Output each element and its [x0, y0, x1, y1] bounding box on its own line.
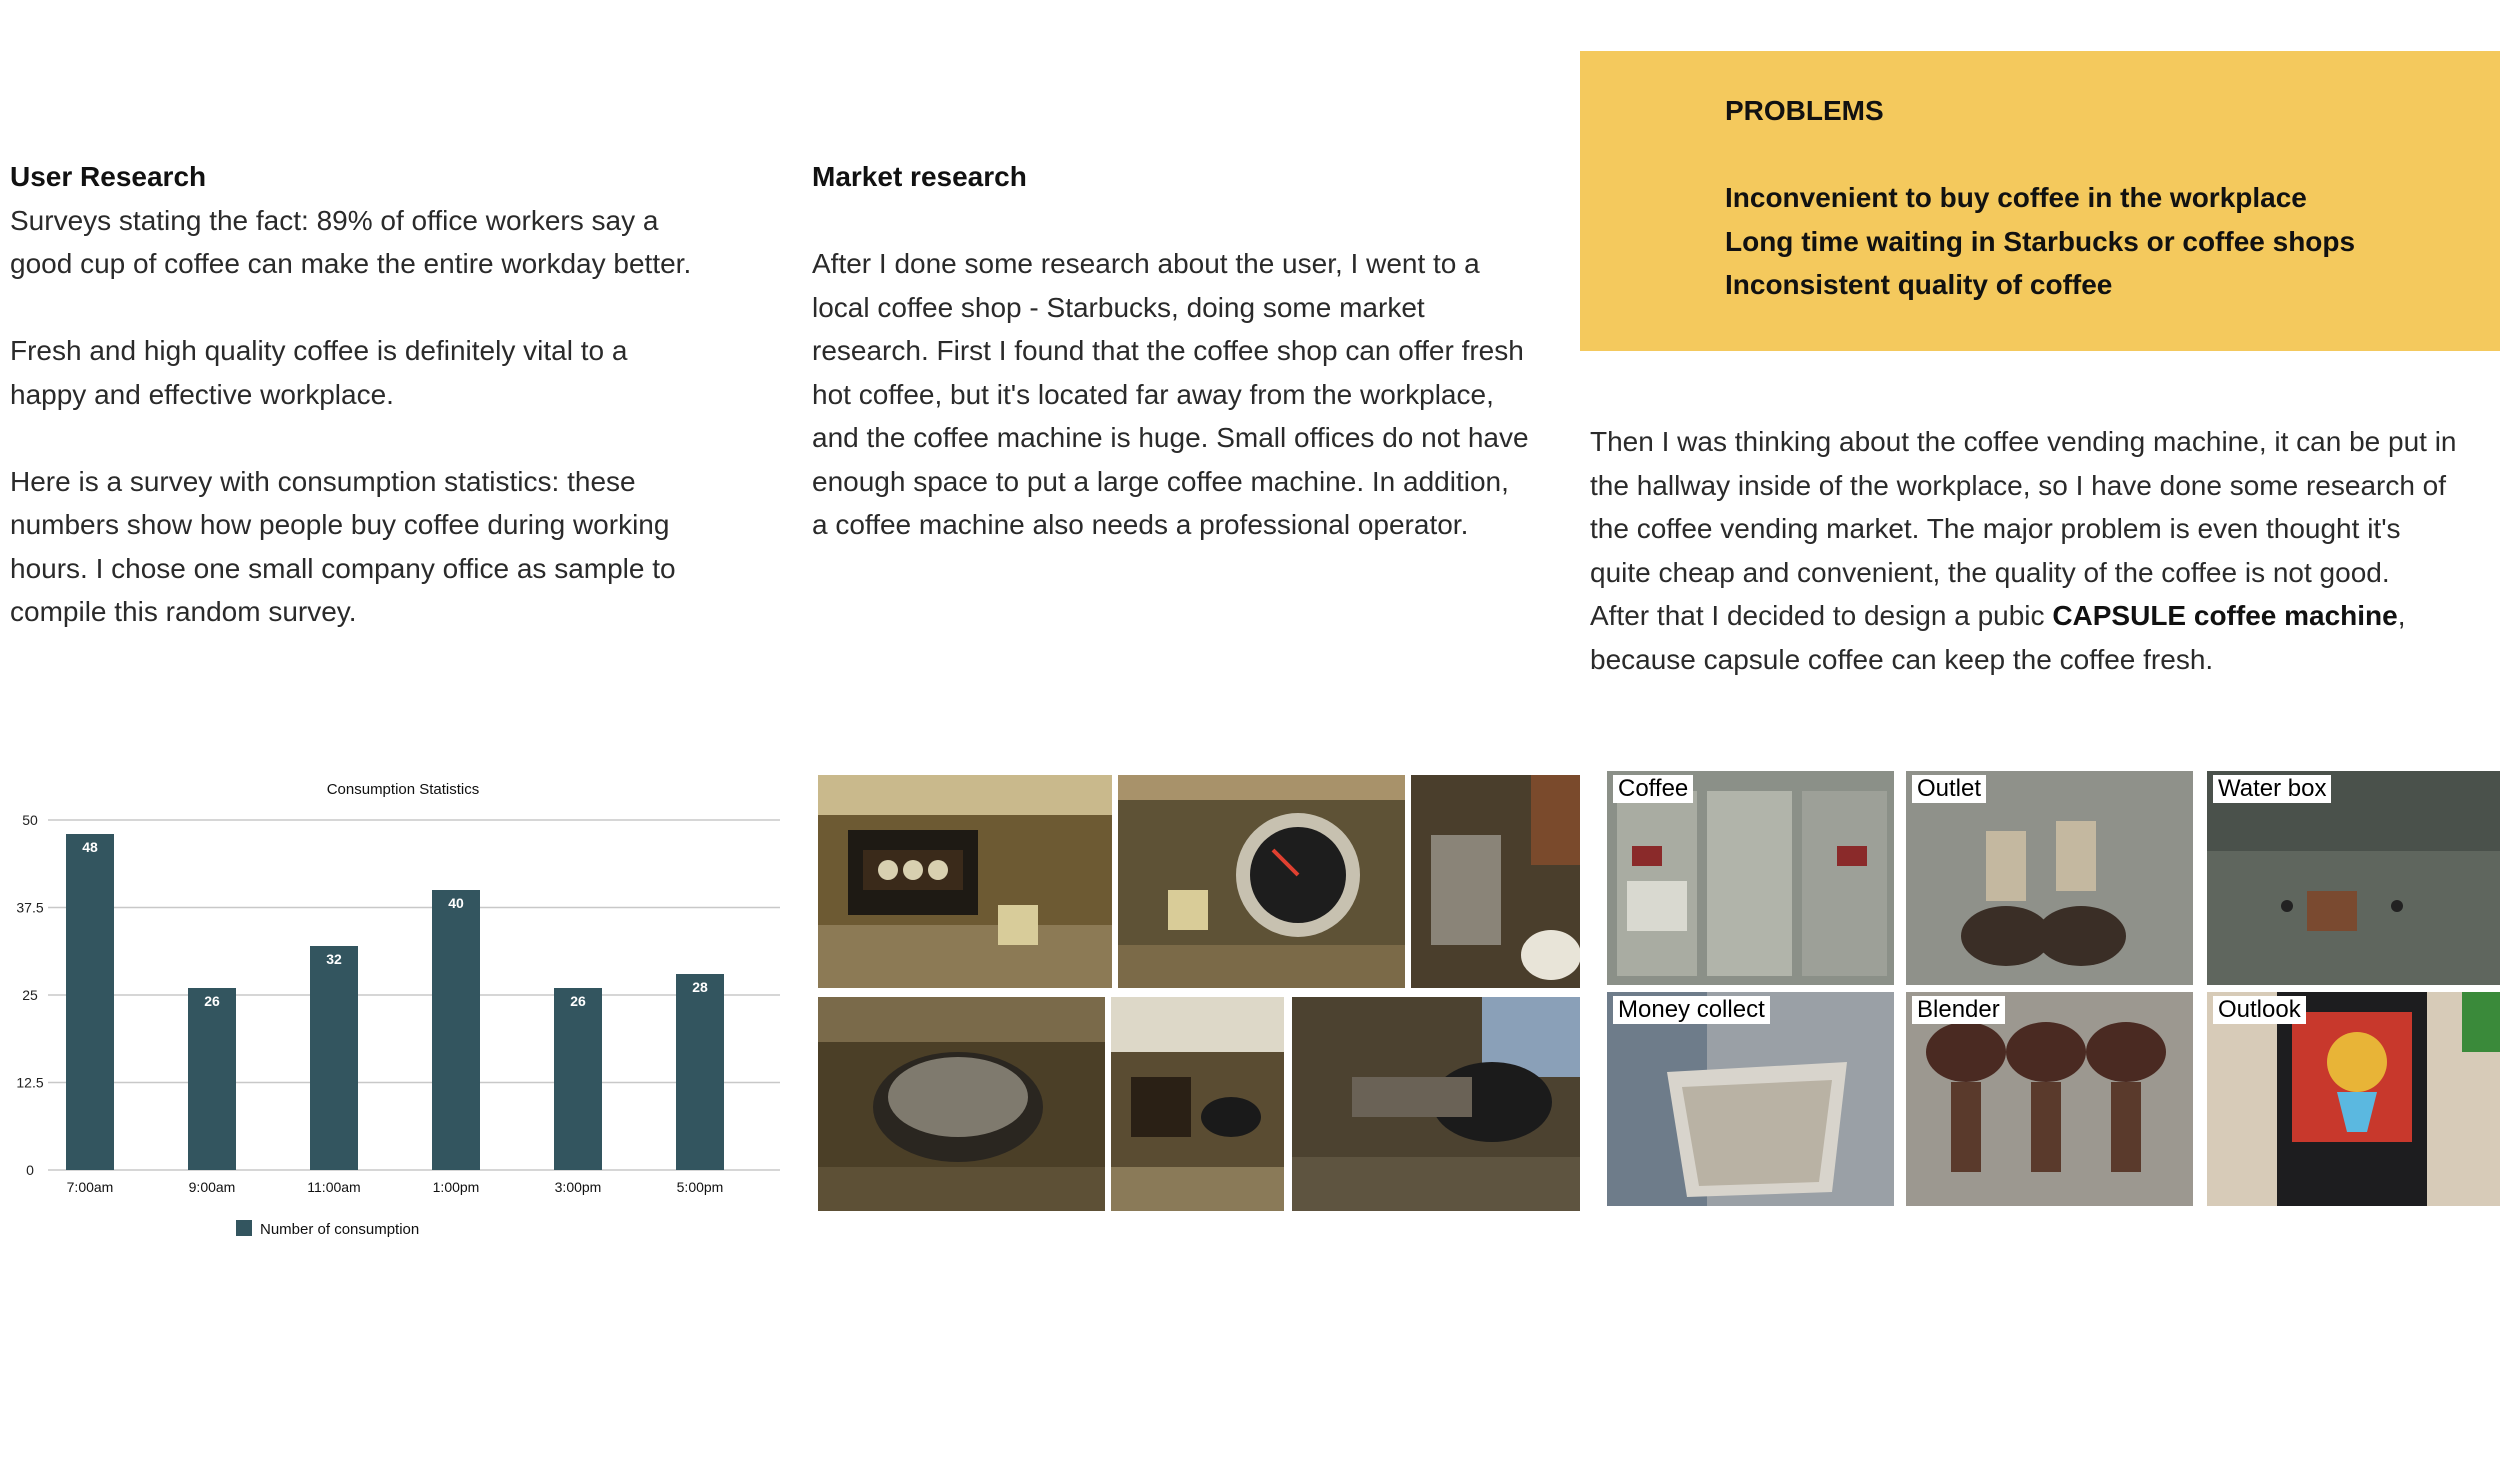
bar-value-label: 26 [204, 993, 220, 1009]
photo-label: Blender [1912, 996, 2005, 1024]
user-research-paragraph-2: Fresh and high quality coffee is definitely vital to a happy and effective workplace. [10, 335, 628, 410]
user-research-heading: User Research [10, 161, 207, 192]
espresso-machine-panel-photo [818, 775, 1112, 988]
x-tick-label: 5:00pm [676, 1179, 724, 1195]
bar-value-label: 32 [326, 951, 342, 967]
x-tick-label: 7:00am [66, 1179, 114, 1195]
legend-swatch [236, 1220, 252, 1236]
water-box-photo [2207, 771, 2500, 985]
bar [432, 890, 480, 1170]
y-tick-label: 25 [22, 987, 38, 1003]
problem-item: Inconvenient to buy coffee in the workplace [1725, 182, 2307, 213]
group-head-photo [1292, 997, 1580, 1211]
outlet-photo [1906, 771, 2193, 985]
photo-label: Coffee [1613, 775, 1693, 803]
y-tick-label: 0 [26, 1162, 34, 1178]
coffee-canister-photo [1607, 771, 1894, 985]
photo-label: Outlet [1912, 775, 1986, 803]
portafilter-photo [818, 997, 1105, 1211]
photo-label: Outlook [2213, 996, 2306, 1024]
problem-item: Long time waiting in Starbucks or coffee shops [1725, 225, 2356, 257]
market-research-paragraph: After I done some research about the user, I went to a local coffee shop - Starbucks, doing some market research. First I found that the coffee shop can offer fresh hot coffee, but it's located far away from the workplace, and the coffee machine is huge. Small offices do not have enough space to put a large coffee machine. In addition, a coffee machine also needs a professional operator. [812, 248, 1529, 540]
photo-label: Water box [2213, 775, 2331, 803]
bar-value-label: 28 [692, 979, 708, 995]
bar [188, 988, 236, 1170]
legend-label: Number of consumption [260, 1221, 420, 1238]
consumption-chart-svg [0, 770, 800, 1250]
user-research-paragraph-3: Here is a survey with consumption statistics: these numbers show how people buy coffee during working hours. I chose one small company office as sample to compile this random survey. [10, 465, 676, 627]
bar-value-label: 48 [82, 839, 98, 855]
problems-box [1580, 51, 2500, 351]
vending-paragraph-1: Then I was thinking about the coffee vending machine, it can be put in the hallway inside of the workplace, so I have done some research of the coffee vending market. The major problem is even thought it's quite cheap and convenient, the quality of the coffee is not good. [1590, 426, 2457, 588]
vending-text-after: , because capsule coffee can keep the coffee fresh. [1590, 600, 2406, 675]
bar [676, 974, 724, 1170]
vending-paragraph-2 [1590, 594, 2460, 681]
market-research-section [812, 155, 1532, 547]
outlook-photo [2207, 992, 2500, 1206]
coffee-grinder-photo [1411, 775, 1580, 988]
money-collect-photo [1607, 992, 1894, 1206]
problems-heading: PROBLEMS [1725, 95, 1884, 126]
y-tick-label: 50 [22, 812, 38, 828]
photo-label: Money collect [1613, 996, 1770, 1024]
bar-value-label: 26 [570, 993, 586, 1009]
x-tick-label: 1:00pm [432, 1179, 480, 1195]
capsule-machine-emphasis: CAPSULE coffee machine [2052, 600, 2398, 631]
bar [554, 988, 602, 1170]
user-research-paragraph-1: Surveys stating the fact: 89% of office workers say a good cup of coffee can make the entire workday better. [10, 204, 692, 279]
problem-item: Inconsistent quality of coffee [1725, 269, 2113, 300]
bar [66, 834, 114, 1170]
machine-knob-photo [1111, 997, 1284, 1211]
market-research-heading: Market research [812, 161, 1027, 192]
chart-title: Consumption Statistics [326, 781, 480, 798]
blender-photo [1906, 992, 2193, 1206]
x-tick-label: 3:00pm [554, 1179, 602, 1195]
bar [310, 946, 358, 1170]
y-tick-label: 12.5 [16, 1074, 44, 1091]
x-tick-label: 11:00am [307, 1179, 361, 1195]
vending-research-section [1590, 420, 2460, 681]
x-tick-label: 9:00am [188, 1179, 236, 1195]
user-research-section [10, 155, 710, 634]
y-tick-label: 37.5 [16, 899, 44, 916]
vending-text-before: After that I decided to design a pubic [1590, 600, 2053, 631]
pressure-gauge-photo [1118, 775, 1405, 988]
bar-value-label: 40 [448, 895, 464, 911]
consumption-chart [0, 770, 800, 1250]
